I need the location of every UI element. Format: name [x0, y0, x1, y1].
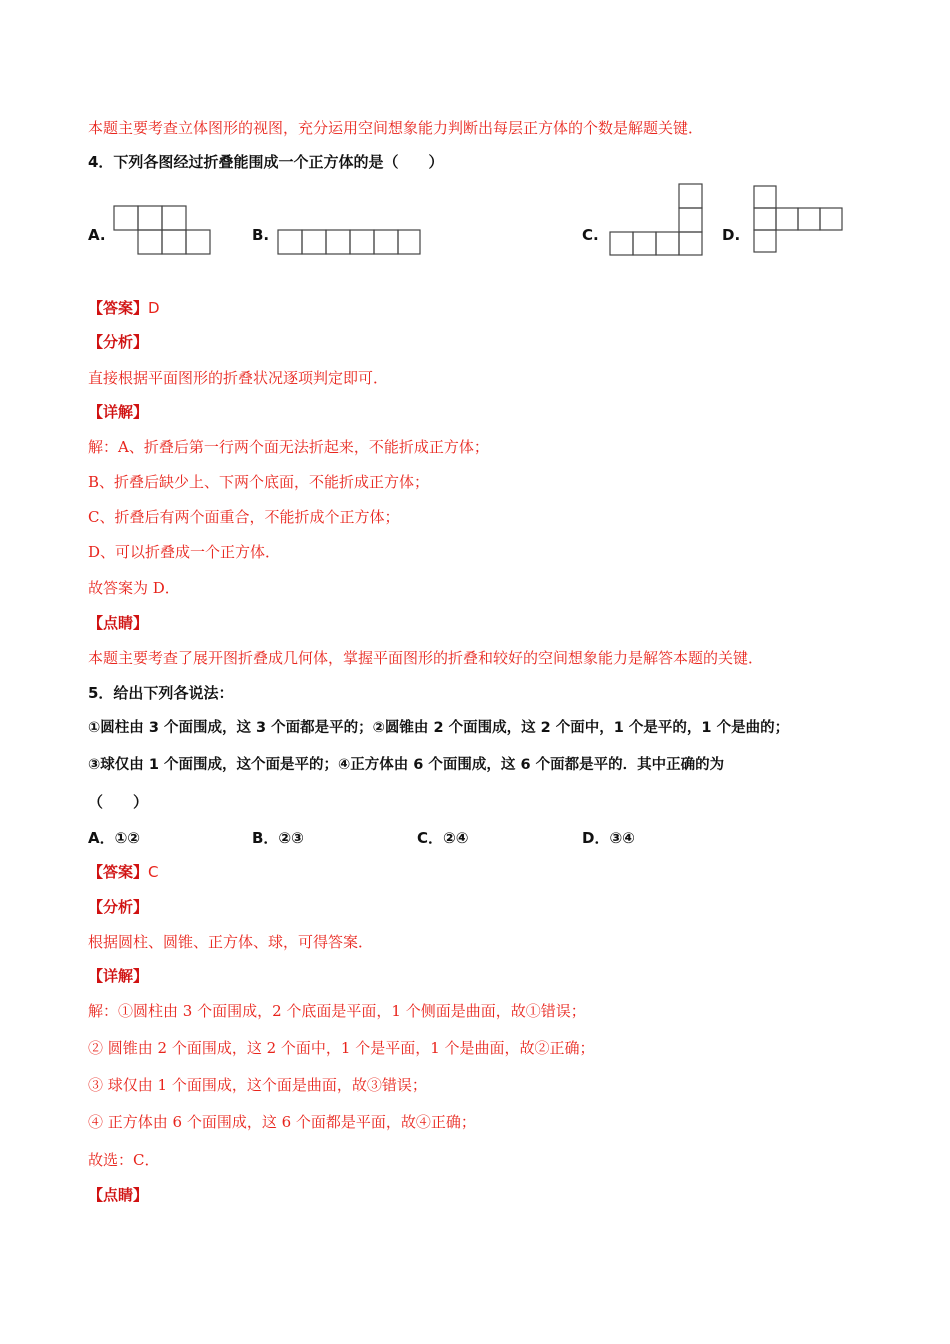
q4-answer-value: D [148, 299, 160, 317]
q5-option-d: D．③④ [582, 829, 635, 847]
q5-answer [88, 862, 159, 882]
q4-comment-tag: 【点睛】 [88, 614, 149, 632]
q4-answer [88, 298, 160, 318]
q5-paren: （ ） [88, 793, 149, 811]
q4-detail-line: B、折叠后缺少上、下两个底面，不能折成正方体； [88, 473, 430, 491]
q5-answer-value: C [148, 863, 159, 881]
q4-option-b-label: B. [252, 226, 270, 244]
q5-option-b: B．②③ [252, 829, 304, 847]
q4-option-d-net-figure [752, 184, 846, 256]
q4-answer-tag: 【答案】 [88, 299, 149, 317]
q4-option-a-net-figure [112, 204, 212, 258]
q4-detail-line: D、可以折叠成一个正方体． [88, 543, 281, 561]
q5-answer-tag: 【答案】 [88, 863, 149, 881]
q5-detail-line: ③ 球仅由 1 个面围成，这个面是曲面，故③错误； [88, 1076, 427, 1094]
q5-detail-line: ② 圆锥由 2 个面围成，这 2 个面中，1 个是平面，1 个是曲面，故②正确； [88, 1039, 595, 1057]
q5-option-a: A．①② [88, 829, 141, 847]
q5-comment-tag: 【点睛】 [88, 1186, 149, 1204]
q4-option-c-label: C. [582, 226, 599, 244]
q5-title: 5．给出下列各说法： [88, 684, 234, 702]
q5-detail-tag: 【详解】 [88, 967, 149, 985]
q4-option-d-label: D. [722, 226, 741, 244]
q5-statement-2: ③球仅由 1 个面围成，这个面是平的；④正方体由 6 个面围成，这 6 个面都是平的．其中正确的为 [88, 757, 725, 773]
q4-conclusion: 故答案为 D． [88, 579, 180, 597]
q4-title: 4．下列各图经过折叠能围成一个正方体的是（ ） [88, 153, 444, 171]
q4-comment: 本题主要考查了展开图折叠成几何体，掌握平面图形的折叠和较好的空间想象能力是解答本题的关键． [88, 649, 764, 667]
q4-option-b-net-figure [276, 228, 422, 256]
q5-analysis: 根据圆柱、圆锥、正方体、球，可得答案． [88, 933, 374, 951]
q4-option-c-net-figure [608, 182, 706, 258]
q5-detail-line: ④ 正方体由 6 个面围成，这 6 个面都是平面，故④正确； [88, 1113, 476, 1131]
q4-detail-tag: 【详解】 [88, 403, 149, 421]
q5-analysis-tag: 【分析】 [88, 898, 149, 916]
q4-analysis-tag: 【分析】 [88, 333, 149, 351]
q4-analysis: 直接根据平面图形的折叠状况逐项判定即可． [88, 369, 389, 387]
q5-detail-line: 解：①圆柱由 3 个面围成，2 个底面是平面，1 个侧面是曲面，故①错误； [88, 1002, 586, 1020]
q5-statement-1: ①圆柱由 3 个面围成，这 3 个面都是平的；②圆锥由 2 个面围成，这 2 个面中，1 个是平的，1 个是曲的； [88, 720, 790, 736]
q4-detail-line: C、折叠后有两个面重合，不能折成个正方体； [88, 508, 400, 526]
intro-note: 本题主要考查立体图形的视图，充分运用空间想象能力判断出每层正方体的个数是解题关键． [88, 119, 704, 137]
q4-option-a-label: A. [88, 226, 106, 244]
q5-option-c: C．②④ [417, 829, 469, 847]
q5-conclusion: 故选：C． [88, 1151, 160, 1169]
q4-detail-line: 解：A、折叠后第一行两个面无法折起来，不能折成正方体； [88, 438, 489, 456]
